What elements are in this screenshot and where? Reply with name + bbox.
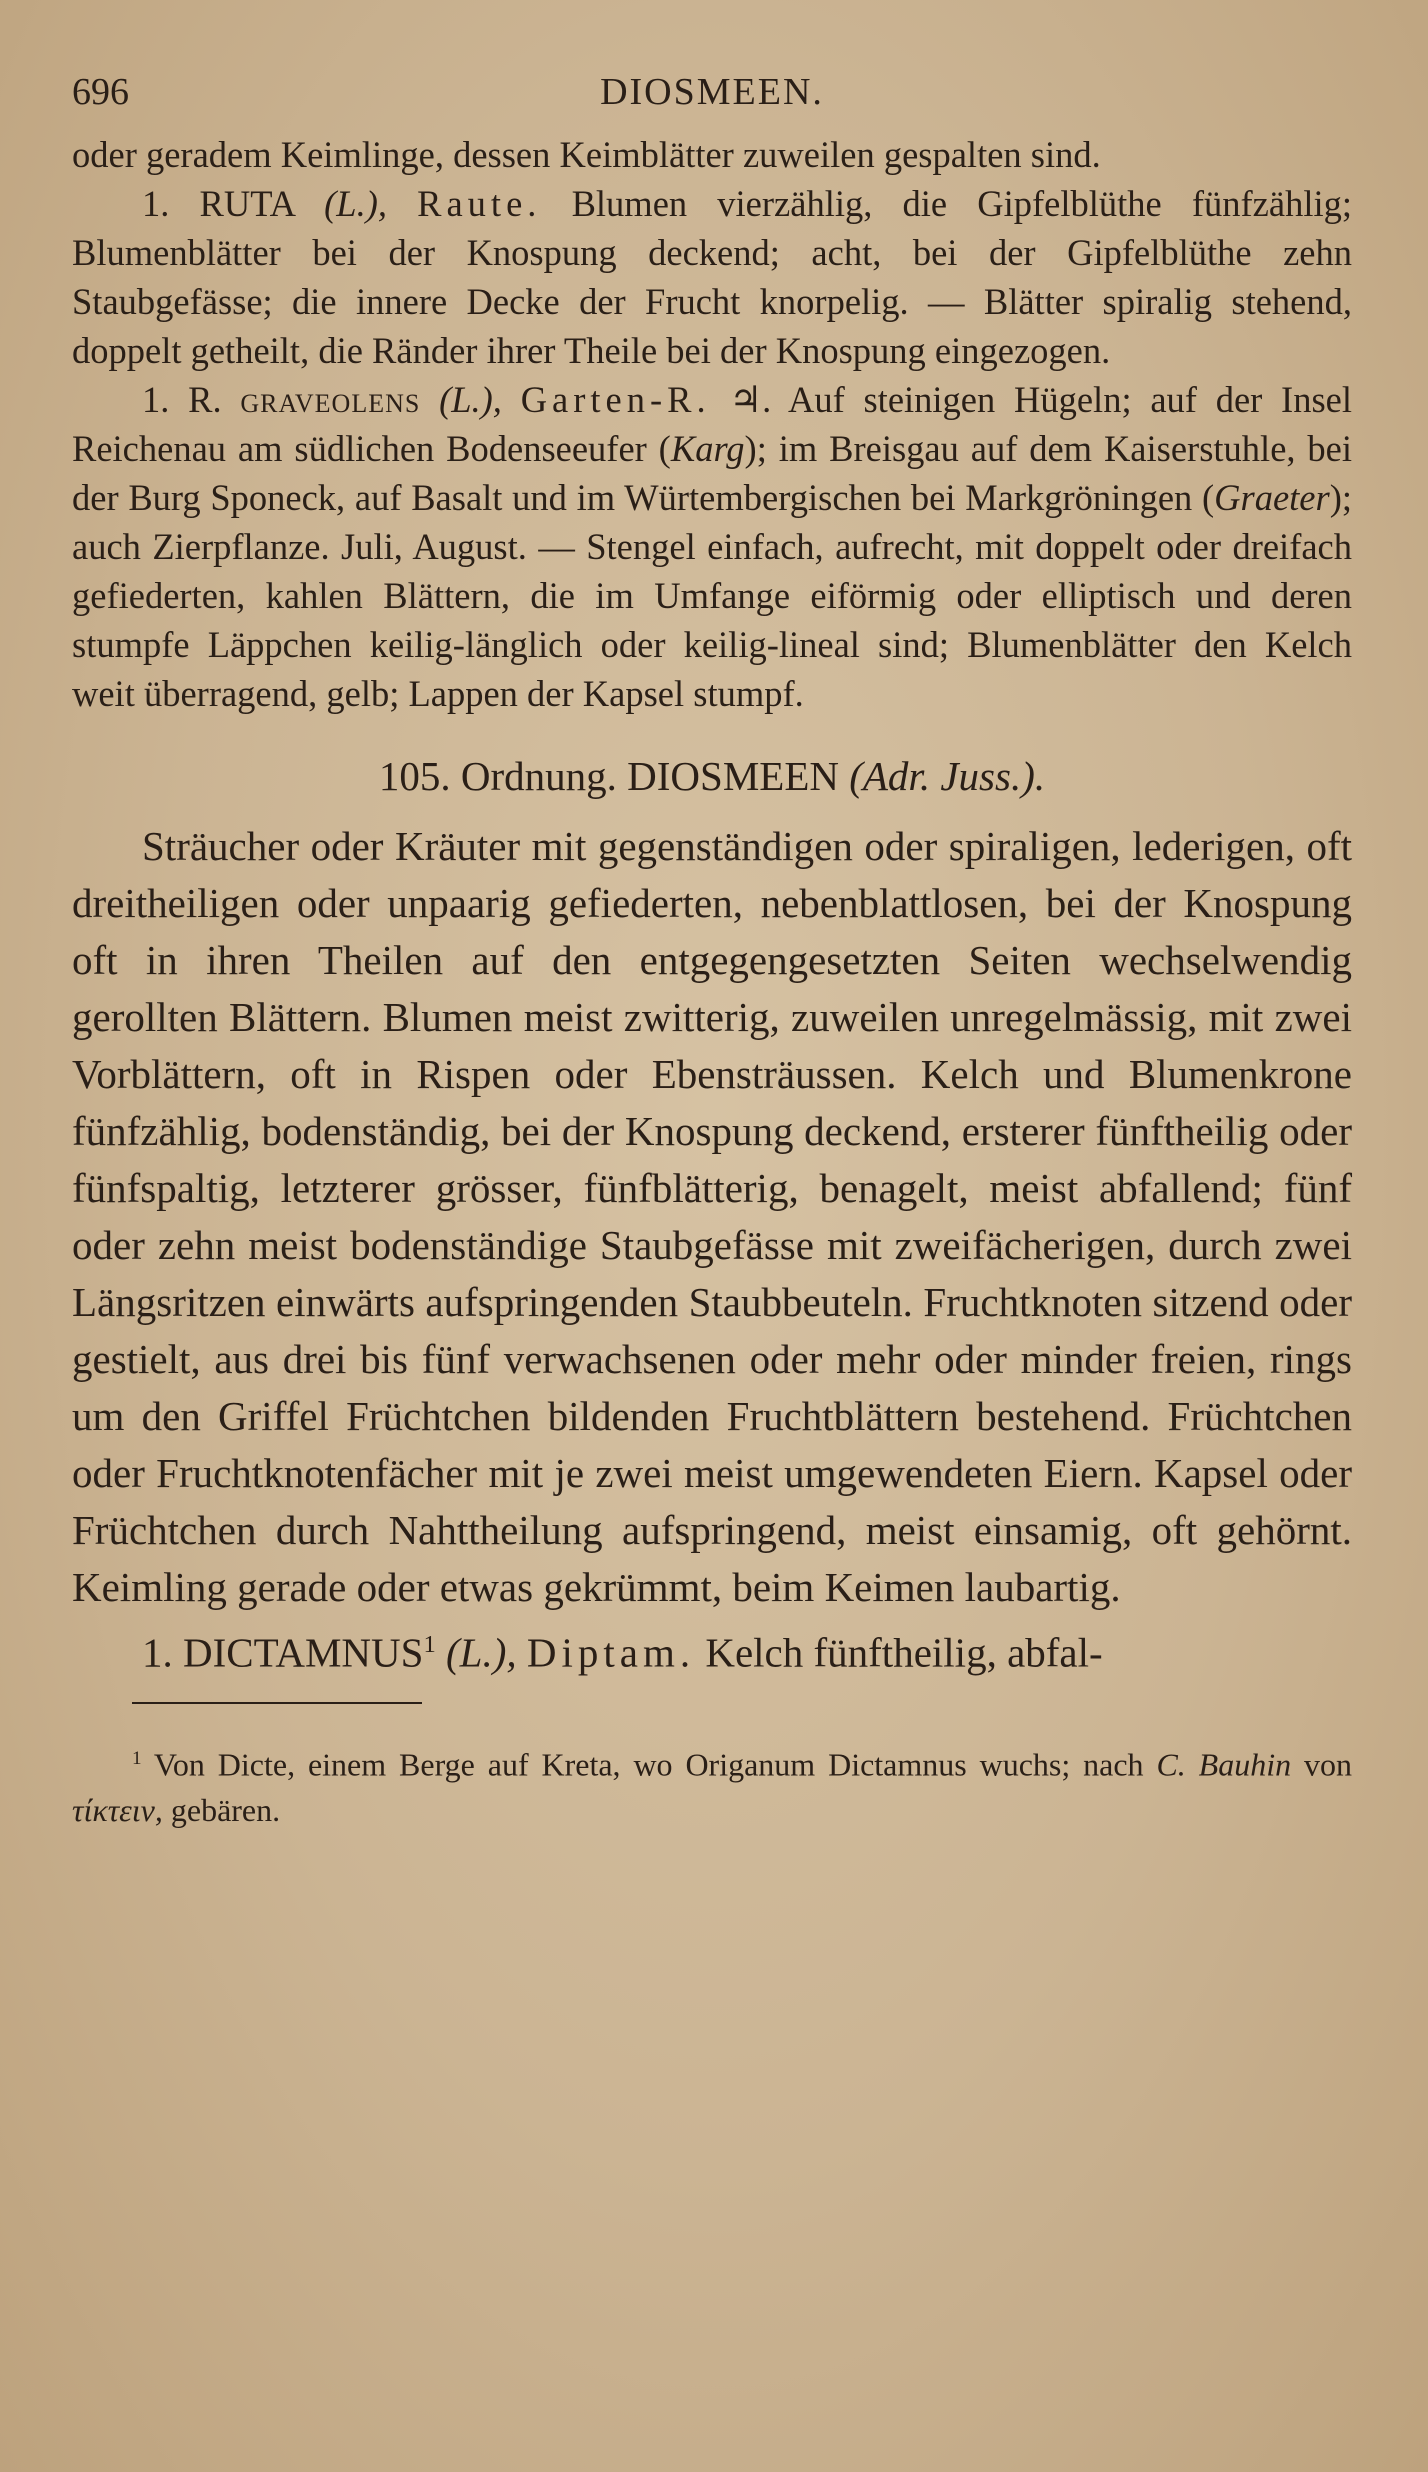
book-page <box>72 60 1352 1865</box>
species-author: (L.), <box>439 379 502 420</box>
footnote-text-c: gebären. <box>170 1792 281 1829</box>
order-label: Ordnung. <box>460 753 617 799</box>
species-number: 1. R. <box>142 379 222 420</box>
footnote-greek-word: τίκτειν, <box>72 1792 163 1829</box>
order-heading <box>72 746 1352 806</box>
paragraph-continuation <box>72 130 1352 179</box>
genus-number: 1. <box>142 183 170 224</box>
species-text-c: ); auch Zierpflanze. Juli, August. — Stengel einfach, aufrecht, mit doppelt oder dreifach gefiederten, kahlen Blättern, die im Umfange eiförmig oder elliptisch und deren stumpfe Läppchen keilig-länglich oder keilig-lineal sind; Blumenblätter den Kelch weit überragend, gelb; Lappen der Kapsel stumpf. <box>72 477 1352 714</box>
citation-graeter: Graeter <box>1214 477 1330 518</box>
genus-description: Kelch fünftheilig, abfal- <box>705 1629 1103 1676</box>
citation-karg: Karg <box>670 428 745 469</box>
genus-description: Blumen vierzählig, die Gipfelblüthe fünfzählig; Blumenblätter bei der Knospung deckend; acht, bei der Gipfelblüthe zehn Staubgefässe; die innere Decke der Frucht knorpelig. — Blätter spiralig stehend, doppelt getheilt, die Ränder ihrer Theile bei der Knospung eingezogen. <box>72 183 1353 371</box>
continuation-text: oder geradem Keimlinge, dessen Keimblätter zuweilen gespalten sind. <box>72 134 1101 175</box>
footnote-number: 1 <box>132 1747 142 1769</box>
genus-author: (L.), <box>324 183 387 224</box>
species-text-a: Auf steinigen Hügeln; auf der Insel Reichenau am südlichen Bodenseeufer ( <box>72 379 1352 469</box>
page-header <box>72 60 1352 130</box>
order-description <box>72 818 1352 1616</box>
genus-common-name: Raute. <box>417 183 542 224</box>
species-text-b: ); im Breisgau auf dem Kaiserstuhle, bei der Burg Sponeck, auf Basalt und im Würtembergischen bei Markgröningen ( <box>72 428 1352 518</box>
footnote-divider <box>132 1702 422 1704</box>
species-common-name: Garten-R. <box>520 379 711 420</box>
footnote-text-b: von <box>1304 1746 1353 1783</box>
genus-number: 1. <box>142 1629 173 1676</box>
perennial-symbol: ♃. <box>729 379 772 420</box>
order-author: (Adr. Juss.). <box>849 753 1046 799</box>
genus-author: (L.), <box>446 1629 517 1676</box>
running-head: DIOSMEEN. <box>600 71 824 113</box>
genus-common-name: Diptam. <box>526 1629 696 1676</box>
genus-name: DICTAMNUS <box>183 1629 424 1676</box>
genus-name: RUTA <box>199 183 294 224</box>
genus-dictamnus-entry <box>72 1616 1352 1682</box>
footnote <box>72 1736 1352 1834</box>
genus-ruta-entry <box>72 179 1352 375</box>
footnote-author: C. Bauhin <box>1156 1746 1292 1783</box>
order-description-text: Sträucher oder Kräuter mit gegenständigen oder spiraligen, lederigen, oft dreitheiligen oder unpaarig gefiederten, nebenblattlosen, bei der Knospung oft in ihren Theilen auf den entgegengesetzten Seiten wechselwendig gerollten Blättern. Blumen meist zwitterig, zuweilen unregelmässig, mit zwei Vorblättern, oft in Rispen oder Ebensträussen. Kelch und Blumenkrone fünfzählig, bodenständig, bei der Knospung deckend, ersterer fünftheilig oder fünfspaltig, letzterer grösser, fünfblätterig, benagelt, meist abfallend; fünf oder zehn meist bodenständige Staubgefässe mit zweifächerigen, durch zwei Längsritzen einwärts aufspringenden Staubbeuteln. Fruchtknoten sitzend oder gestielt, aus drei bis fünf verwachsenen oder mehr oder minder freien, rings um den Griffel Früchtchen bildenden Fruchtblättern bestehend. Früchtchen oder Fruchtknotenfächer mit je zwei meist umgewendeten Eiern. Kapsel oder Früchtchen durch Nahttheilung aufspringend, meist einsamig, oft gehörnt. Keimling gerade oder etwas gekrümmt, beim Keimen laubartig. <box>72 823 1352 1610</box>
order-number: 105. <box>378 753 451 799</box>
footnote-marker: 1 <box>423 1631 436 1658</box>
body-text <box>72 130 1352 1682</box>
page-number: 696 <box>72 71 129 113</box>
order-name: DIOSMEEN <box>627 753 839 799</box>
species-graveolens-entry <box>72 375 1352 718</box>
footnote-text-a: Von Dicte, einem Berge auf Kreta, wo Origanum Dictamnus wuchs; nach <box>153 1746 1144 1783</box>
species-name: graveolens <box>240 379 421 420</box>
